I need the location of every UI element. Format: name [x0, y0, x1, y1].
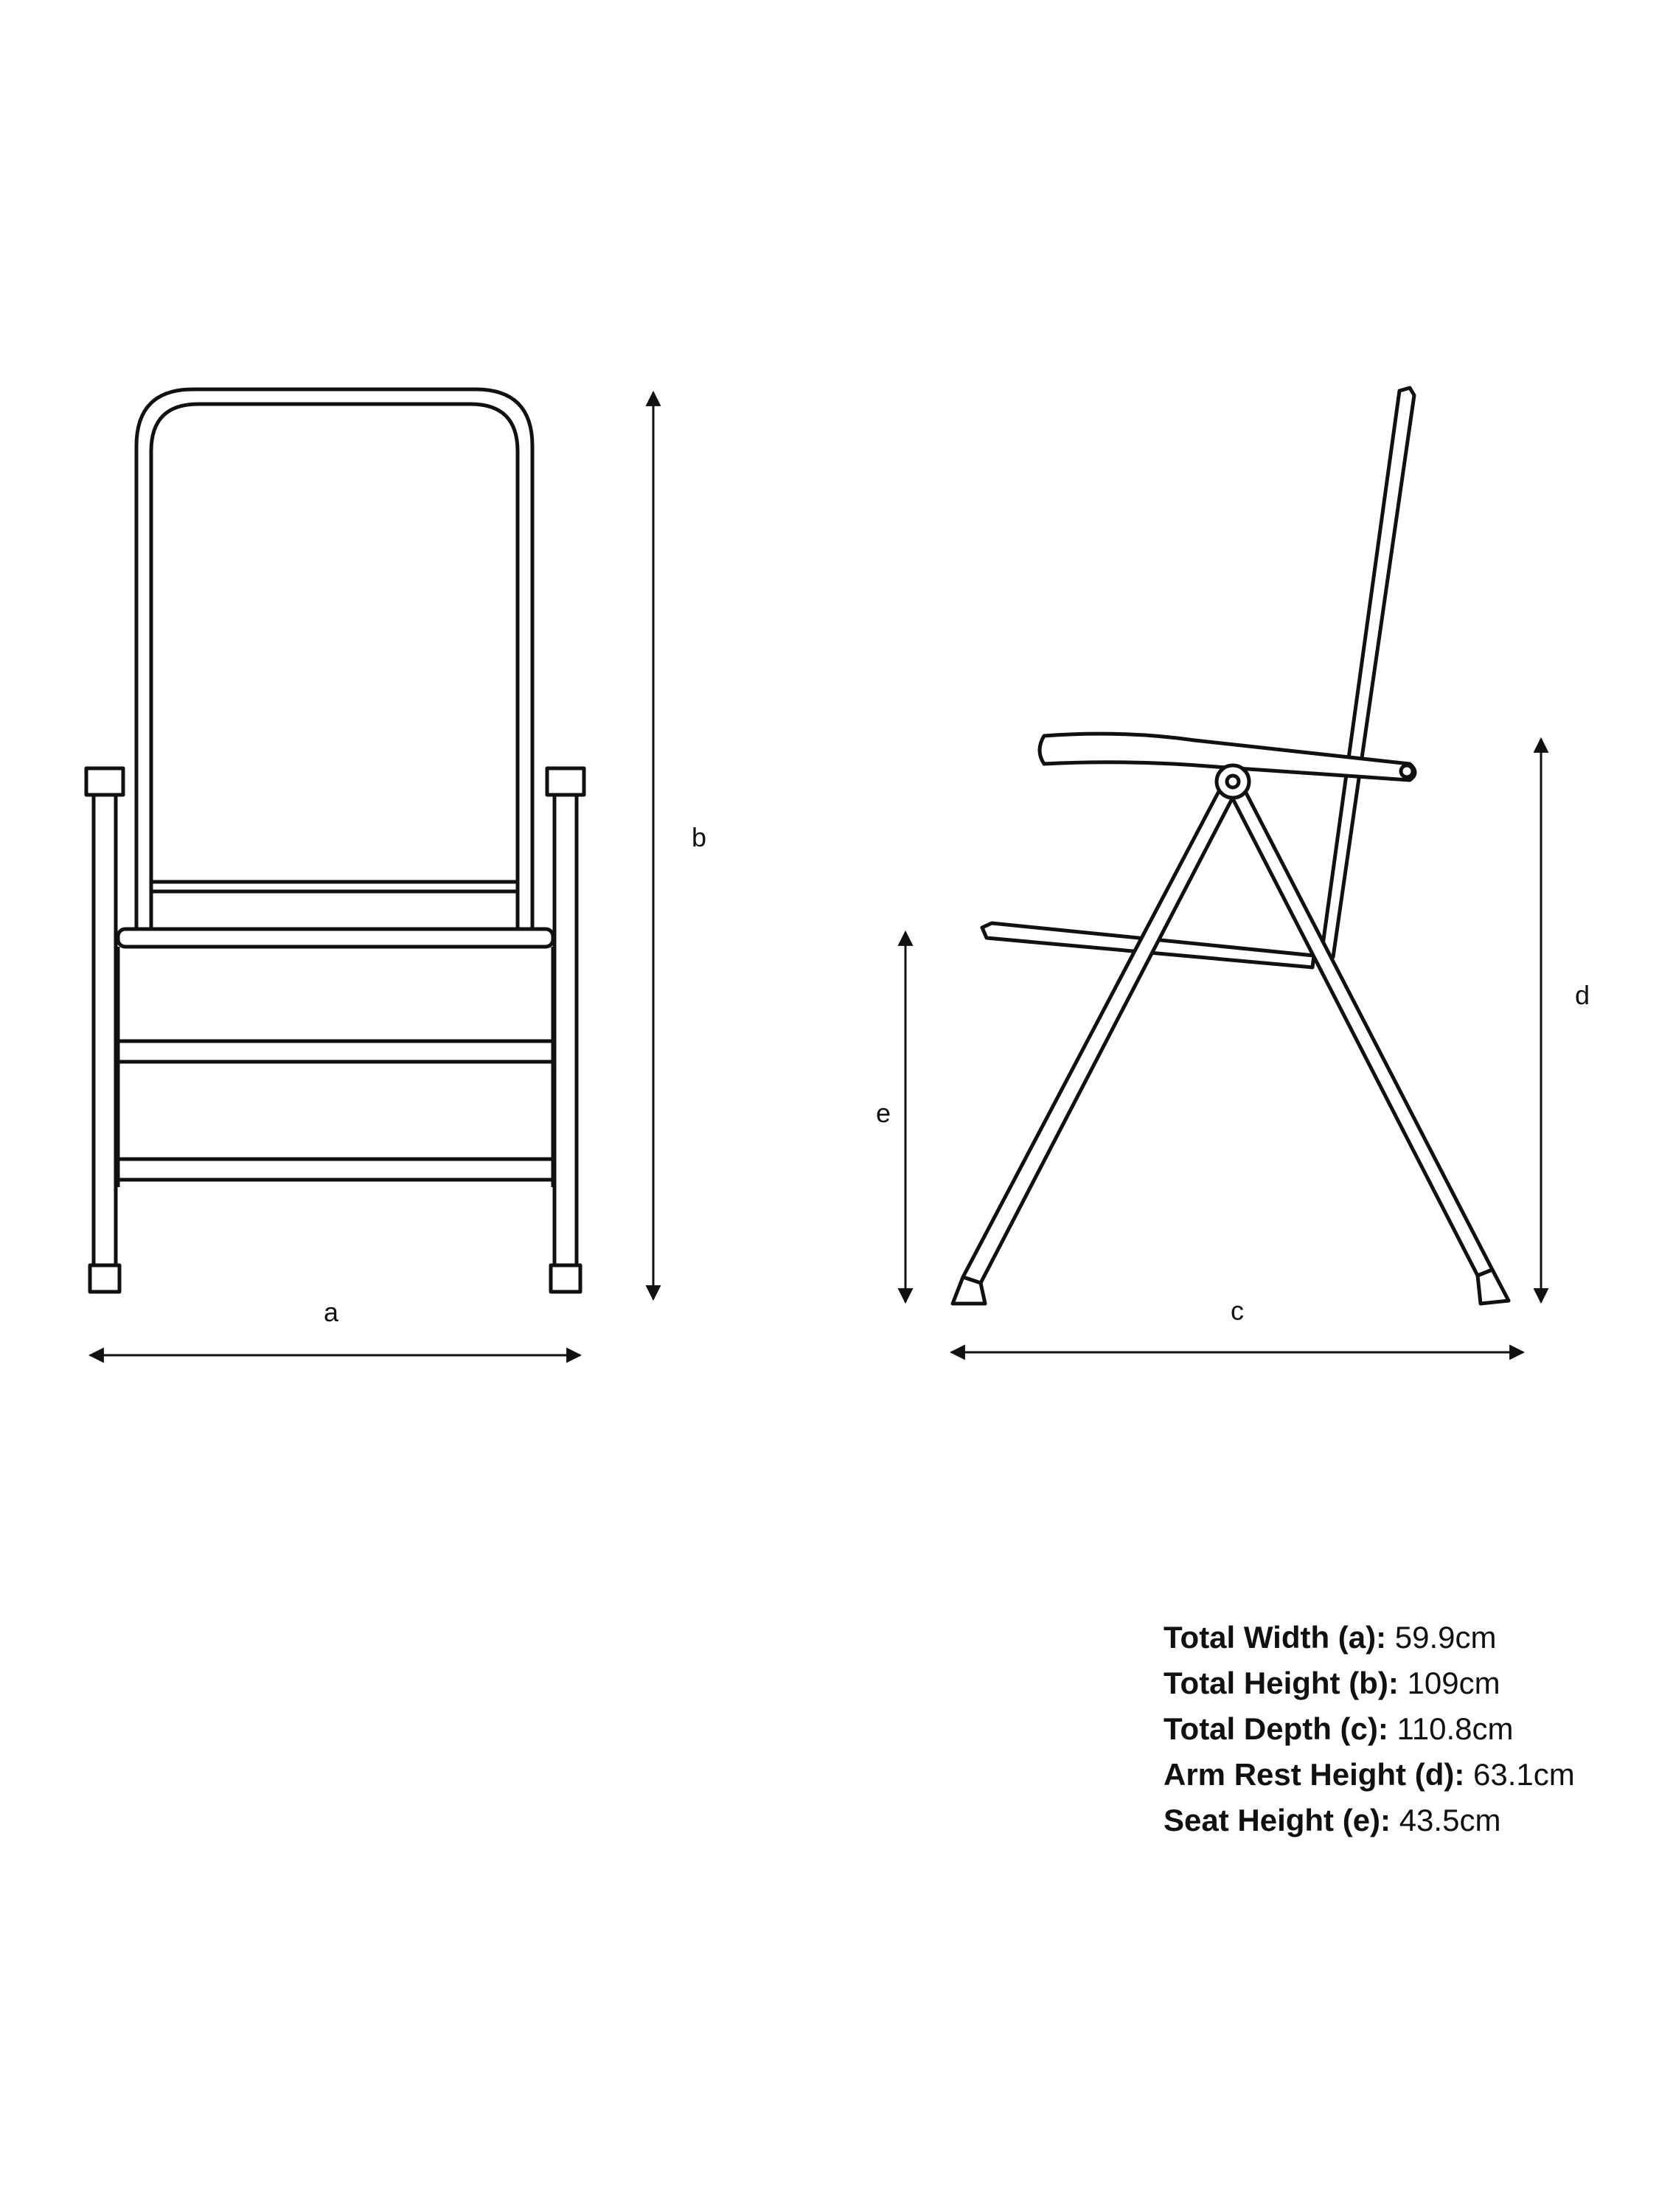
spec-label: Arm Rest Height (d):	[1164, 1757, 1465, 1792]
dimension-label-a: a	[323, 1297, 339, 1327]
dimension-label-d: d	[1574, 980, 1590, 1010]
side-rear-leg	[1224, 782, 1492, 1276]
side-front-foot	[953, 1277, 985, 1304]
side-dimensions	[905, 739, 1541, 1352]
spec-label: Total Width (a):	[1164, 1620, 1387, 1655]
side-backrest	[1321, 388, 1414, 957]
side-front-leg	[963, 782, 1239, 1283]
backrest-frame-inner	[151, 404, 518, 931]
right-arm-post	[554, 795, 577, 1276]
side-armrest-bolt	[1401, 765, 1413, 777]
right-foot-cap	[551, 1265, 580, 1292]
dimension-label-e: e	[875, 1098, 891, 1128]
spec-seat-height	[1164, 1798, 1635, 1843]
spec-value: 63.1cm	[1473, 1757, 1575, 1792]
spec-value: 109cm	[1407, 1666, 1500, 1700]
left-foot-cap	[90, 1265, 119, 1292]
spec-total-width	[1164, 1615, 1635, 1660]
spec-label: Total Depth (c):	[1164, 1711, 1388, 1746]
dimensions-spec-list	[1164, 1615, 1635, 1843]
spec-value: 110.8cm	[1397, 1711, 1514, 1746]
cross-rail	[118, 1041, 553, 1062]
cross-rail	[118, 1159, 553, 1180]
backrest-frame-outer	[136, 389, 532, 931]
spec-total-height	[1164, 1660, 1635, 1706]
front-view-chair	[86, 389, 584, 1292]
right-arm-cap	[547, 768, 584, 795]
side-pivot-bolt	[1227, 776, 1239, 787]
spec-label: Total Height (b):	[1164, 1666, 1399, 1700]
dimension-label-c: c	[1231, 1295, 1244, 1326]
seat	[118, 929, 553, 947]
side-view-chair	[953, 388, 1509, 1304]
spec-value: 43.5cm	[1399, 1803, 1501, 1837]
spec-value: 59.9cm	[1394, 1620, 1497, 1655]
dimension-label-b: b	[691, 822, 707, 852]
left-arm-post	[94, 795, 116, 1276]
spec-arm-rest-height	[1164, 1752, 1635, 1798]
spec-label: Seat Height (e):	[1164, 1803, 1391, 1837]
left-arm-cap	[86, 768, 123, 795]
side-rear-foot	[1478, 1270, 1509, 1304]
spec-total-depth	[1164, 1706, 1635, 1752]
